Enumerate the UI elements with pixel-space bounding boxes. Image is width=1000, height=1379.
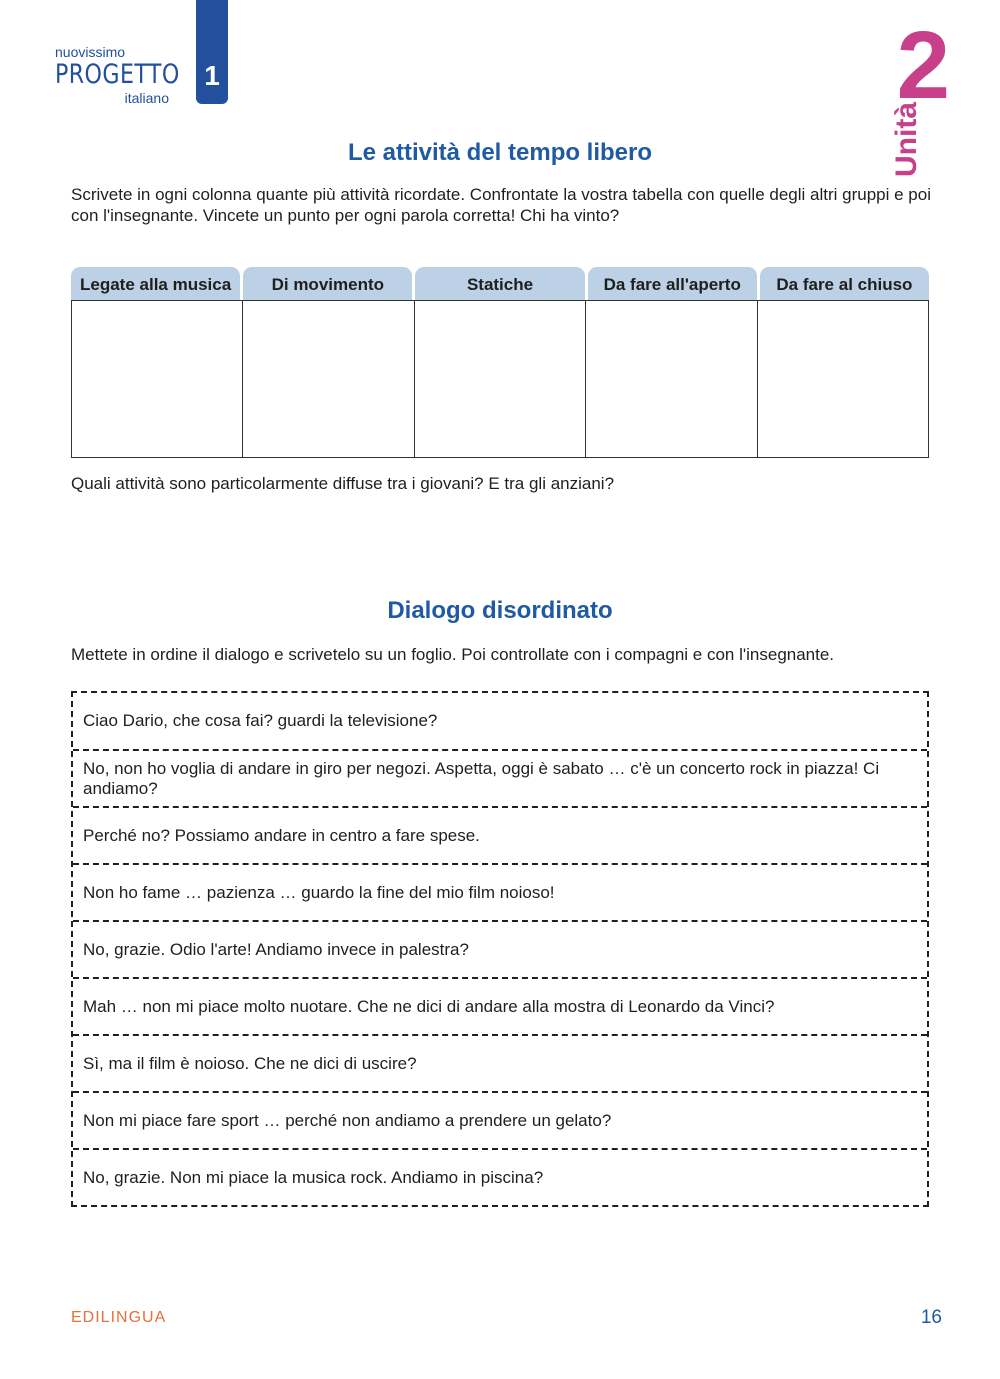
section-title-activities: Le attività del tempo libero bbox=[347, 139, 653, 166]
answer-cell-indoor[interactable] bbox=[757, 301, 928, 457]
dialog-line[interactable]: No, grazie. Non mi piace la musica rock. Andiamo in piscina? bbox=[73, 1148, 927, 1205]
activities-question: Quali attività sono particolarmente diffuse tra i giovani? E tra gli anziani? bbox=[71, 474, 615, 493]
column-header: Statiche bbox=[415, 267, 584, 300]
dialog-line[interactable]: Mah … non mi piace molto nuotare. Che ne dici di andare alla mostra di Leonardo da Vinci? bbox=[73, 977, 927, 1034]
table-header-row bbox=[71, 267, 929, 300]
column-header: Di movimento bbox=[243, 267, 412, 300]
page-number: 16 bbox=[920, 1307, 942, 1328]
unit-number: 2 bbox=[896, 12, 950, 119]
dialog-line[interactable]: No, grazie. Odio l'arte! Andiamo invece in palestra? bbox=[73, 920, 927, 977]
answer-cell-music[interactable] bbox=[72, 301, 242, 457]
level-number: 1 bbox=[204, 60, 220, 91]
answer-cell-static[interactable] bbox=[414, 301, 585, 457]
activities-table bbox=[71, 267, 929, 458]
table-answer-row bbox=[71, 300, 929, 458]
column-header: Legate alla musica bbox=[71, 267, 240, 300]
logo-prefix: nuovissimo bbox=[55, 44, 126, 60]
publisher-logo: EDILINGUA bbox=[71, 1309, 167, 1326]
dialog-line[interactable]: No, non ho voglia di andare in giro per negozi. Aspetta, oggi è sabato … c'è un concerto rock in piazza! Ci andiamo? bbox=[73, 749, 927, 806]
dialog-strips bbox=[71, 691, 929, 1207]
dialog-line[interactable]: Perché no? Possiamo andare in centro a fare spese. bbox=[73, 806, 927, 863]
section-title-dialog: Dialogo disordinato bbox=[387, 597, 613, 624]
dialog-line[interactable]: Non mi piace fare sport … perché non andiamo a prendere un gelato? bbox=[73, 1091, 927, 1148]
dialog-instructions: Mettete in ordine il dialogo e scrivetelo su un foglio. Poi controllate con i compagni e con l'insegnante. bbox=[71, 645, 835, 664]
dialog-line[interactable]: Sì, ma il film è noioso. Che ne dici di uscire? bbox=[73, 1034, 927, 1091]
dialog-line[interactable]: Non ho fame … pazienza … guardo la fine del mio film noioso! bbox=[73, 863, 927, 920]
activities-instructions: Scrivete in ogni colonna quante più attività ricordate. Confrontate la vostra tabella con quelle degli altri gruppi e poi con l'insegnante. Vincete un punto per ogni parola corretta! Chi ha vinto? bbox=[71, 185, 931, 225]
column-header: Da fare al chiuso bbox=[760, 267, 929, 300]
answer-cell-outdoor[interactable] bbox=[585, 301, 756, 457]
logo-suffix: italiano bbox=[124, 90, 169, 106]
series-logo bbox=[55, 44, 180, 106]
unit-label: Unità bbox=[890, 102, 923, 177]
dialog-line[interactable]: Ciao Dario, che cosa fai? guardi la televisione? bbox=[83, 711, 438, 730]
logo-title: PROGETTO bbox=[55, 59, 180, 90]
column-header: Da fare all'aperto bbox=[588, 267, 757, 300]
answer-cell-movement[interactable] bbox=[242, 301, 413, 457]
level-badge bbox=[196, 0, 228, 104]
